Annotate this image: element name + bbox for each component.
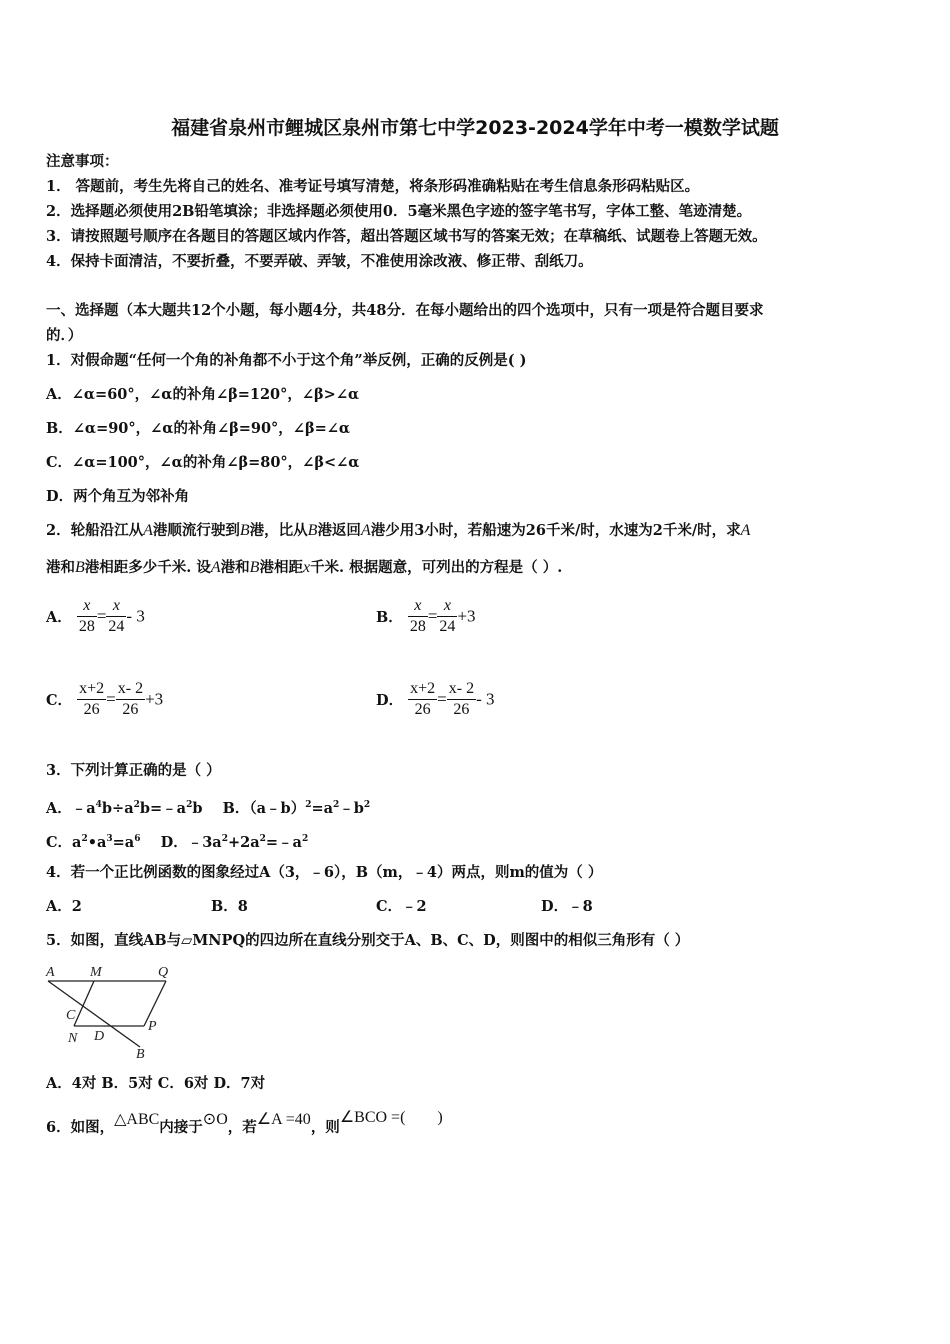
q1-option-b: B．∠α=90°，∠α的补角∠β=90°，∠β=∠α (46, 420, 351, 437)
q4-option-b: B．8 (211, 898, 248, 915)
q5-options: A．4对 B．5对 C．6对 D．7对 (46, 1075, 266, 1092)
q2-option-b: B． $\frac{x}{28}$ = $\frac{x}{24}$ +3 (376, 597, 476, 635)
fig-label-m: M (90, 965, 102, 980)
note-item-2: 2．选择题必须使用2B铅笔填涂；非选择题必须使用0．5毫米黑色字迹的签字笔书写，字体工整、笔迹清楚。 (46, 203, 752, 220)
q2-option-d: D． $\frac{x+2}{26}$ = $\frac{x- 2}{26}$ - 3 (376, 680, 495, 718)
fig-label-p: P (148, 1019, 157, 1034)
q5-stem: 5．如图，直线AB与▱MNPQ的四边所在直线分别交于A、B、C、D，则图中的相似三角形有（ ） (46, 932, 690, 949)
q4-option-d: D．﹣8 (541, 898, 593, 915)
fig-label-n: N (68, 1031, 78, 1046)
fig-label-b: B (136, 1047, 145, 1060)
notes-heading: 注意事项： (46, 153, 119, 170)
section-heading-line1: 一、选择题（本大题共12个小题，每小题4分，共48分．在每小题给出的四个选项中，只有一项是符合题目要求 (46, 302, 764, 319)
q3-stem: 3．下列计算正确的是（ ） (46, 762, 221, 779)
q3-options-ab: A．$﹣a^4b\div a^2b=﹣a^2b$ B．$(a﹣b)^2=a^2﹣b^2$ (46, 799, 371, 817)
note-item-1: 1． 答题前，考生先将自己的姓名、准考证号填写清楚，将条形码准确粘贴在考生信息条形码粘贴区。 (46, 178, 700, 195)
q1-stem: 1．对假命题“任何一个角的补角都不小于这个角”举反例，正确的反例是( ) (46, 352, 527, 369)
fig-label-d: D (94, 1029, 105, 1044)
q4-option-a: A．2 (46, 898, 82, 915)
note-item-3: 3．请按照题号顺序在各题目的答题区域内作答，超出答题区域书写的答案无效；在草稿纸、试题卷上答题无效。 (46, 228, 767, 245)
q4-stem: 4．若一个正比例函数的图象经过A（3，﹣6），B（m，﹣4）两点，则m的值为（ ） (46, 864, 603, 881)
section-heading-line2: 的．） (46, 327, 83, 344)
q1-option-c: C．∠α=100°，∠α的补角∠β=80°，∠β<∠α (46, 454, 360, 471)
page-title: 福建省泉州市鲤城区泉州市第七中学2023-2024学年中考一模数学试题 (171, 117, 779, 139)
fig-label-c: C (66, 1008, 76, 1023)
q4-option-c: C．﹣2 (376, 898, 427, 915)
q2-option-a: A． $\frac{x}{28}$ = $\frac{x}{24}$ - 3 (46, 597, 145, 635)
q2-option-c: C． $\frac{x+2}{26}$ = $\frac{x- 2}{26}$ +3 (46, 680, 164, 718)
fig-label-q: Q (158, 965, 169, 980)
q1-option-a: A．∠α=60°，∠α的补角∠β=120°，∠β>∠α (46, 386, 360, 403)
q6-stem: 6．如图，△ABC内接于⊙O，若∠A =40，则∠BCO =( ) (46, 1109, 443, 1136)
q3-options-cd: C．$a^2•a^3=a^6$ D．$﹣3a^2+2a^2=﹣a^2$ (46, 833, 309, 851)
fig-label-a: A (46, 965, 55, 980)
side-nm (74, 981, 94, 1026)
note-item-4: 4．保持卡面清洁，不要折叠，不要弄破、弄皱，不准使用涂改液、修正带、刮纸刀。 (46, 253, 593, 270)
q2-stem-line2: 港和B港相距多少千米. 设A港和B港相距x千米. 根据题意，可列出的方程是（ ）. (46, 559, 563, 576)
q2-stem-line1: 2．轮船沿江从A港顺流行驶到B港，比从B港返回A港少用3小时，若船速为26千米/时，水速为2千米/时，求A (46, 522, 751, 539)
q1-option-d: D．两个角互为邻补角 (46, 488, 190, 505)
q5-figure (44, 960, 174, 1060)
